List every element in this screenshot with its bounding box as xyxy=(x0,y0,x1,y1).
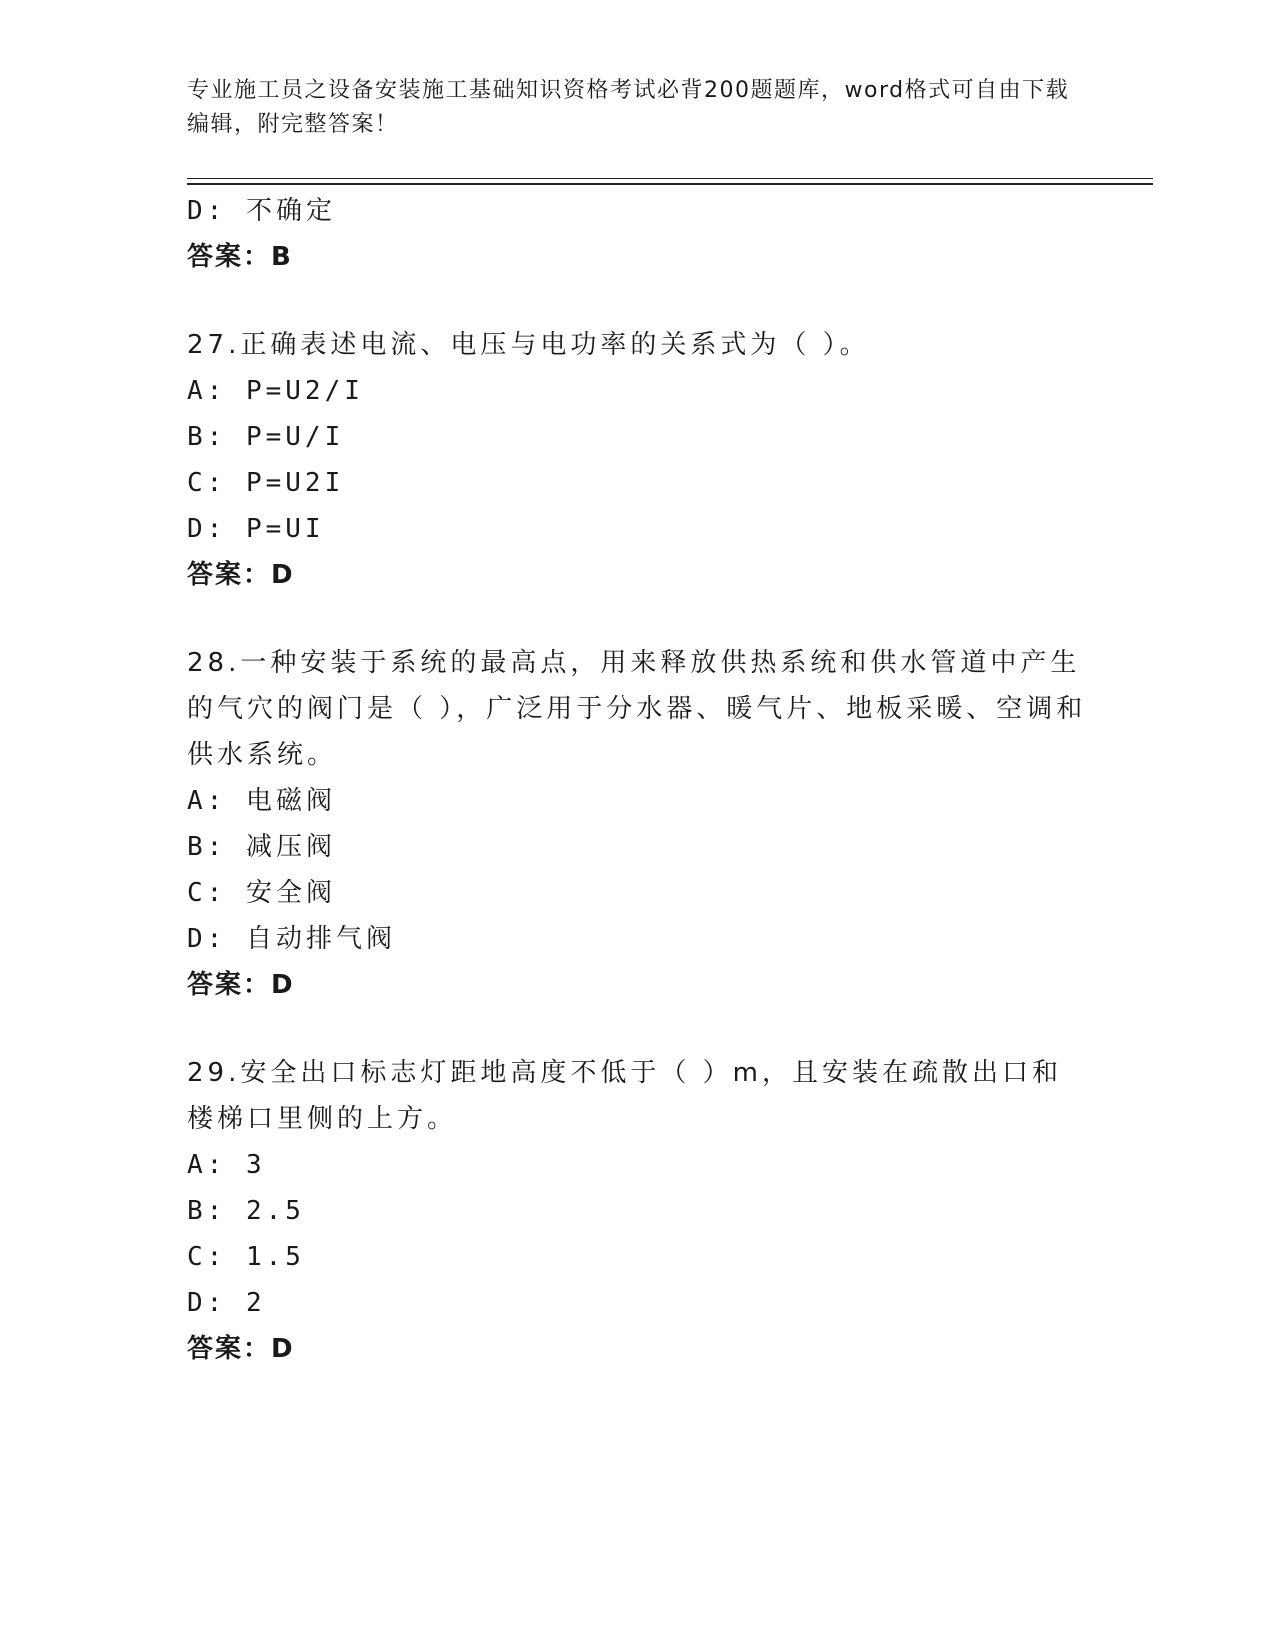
q29-option-a: A: 3 xyxy=(187,1150,266,1180)
q29-answer: 答案：D xyxy=(187,1334,295,1364)
header-rule-thin xyxy=(187,178,1153,179)
q29-option-b: B: 2.5 xyxy=(187,1196,305,1226)
q28-option-b: B: 减压阀 xyxy=(187,832,336,862)
q27-answer: 答案：D xyxy=(187,560,295,590)
q28-answer: 答案：D xyxy=(187,970,295,1000)
q27-stem: 27.正确表述电流、电压与电功率的关系式为（ ）。 xyxy=(187,330,870,360)
q27-option-c: C: P=U2I xyxy=(187,468,345,498)
q28-stem: 28.一种安装于系统的最高点，用来释放供热系统和供水管道中产生的气穴的阀门是（ ），广泛用于分水器、暖气片、地板采暖、空调和供水系统。 xyxy=(187,648,1087,770)
q29-option-d: D: 2 xyxy=(187,1288,266,1318)
q29-option-c: C: 1.5 xyxy=(187,1242,305,1272)
q28-option-c: C: 安全阀 xyxy=(187,878,336,908)
q28-option-a: A: 电磁阀 xyxy=(187,786,336,816)
q29-stem: 29.安全出口标志灯距地高度不低于（ ）m，且安装在疏散出口和楼梯口里侧的上方。 xyxy=(187,1058,1062,1134)
header-rule-thick xyxy=(187,183,1153,185)
question-content xyxy=(187,188,1087,1372)
q27-option-a: A: P=U2/I xyxy=(187,376,364,406)
q26-answer: 答案：B xyxy=(187,242,293,272)
q27-option-b: B: P=U/I xyxy=(187,422,345,452)
document-header: 专业施工员之设备安装施工基础知识资格考试必背200题题库，word格式可自由下载编辑，附完整答案！ xyxy=(187,78,1070,137)
q27-option-d: D: P=UI xyxy=(187,514,325,544)
q26-option-d: D: 不确定 xyxy=(187,196,336,226)
q28-option-d: D: 自动排气阀 xyxy=(187,924,396,954)
